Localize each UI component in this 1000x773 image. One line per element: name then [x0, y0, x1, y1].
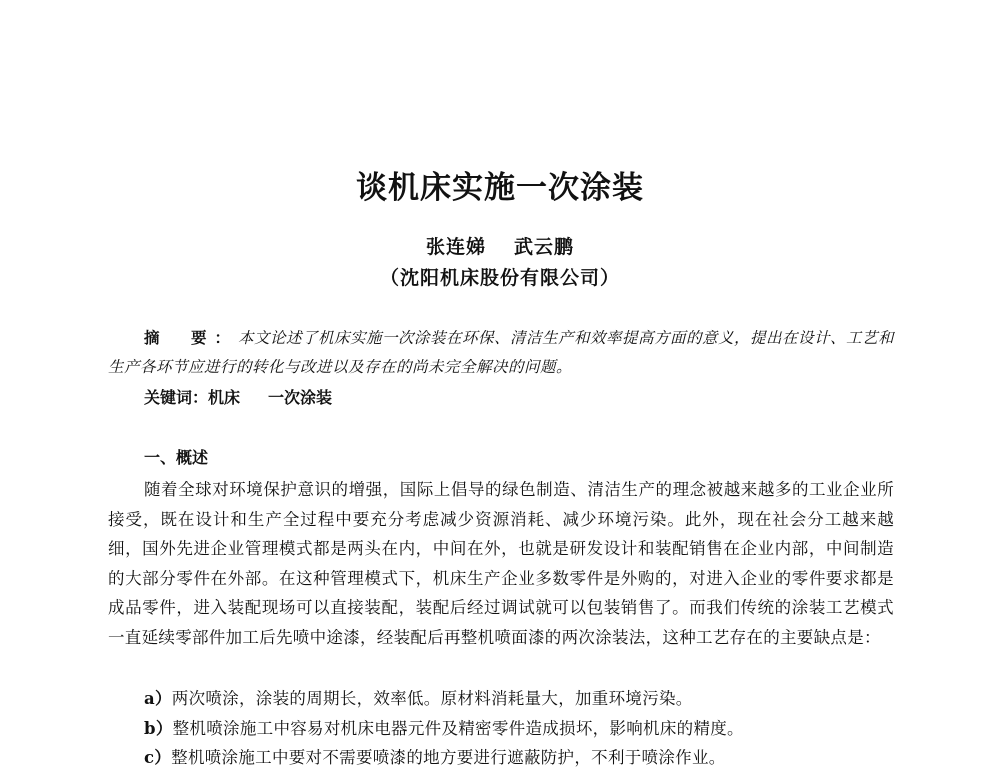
- paper-title: 谈机床实施一次涂装: [356, 170, 644, 206]
- issue-list: [144, 684, 744, 773]
- abstract: [108, 323, 896, 382]
- list-marker: c）: [144, 748, 172, 767]
- list-text: 整机喷涂施工中要对不需要喷漆的地方要进行遮蔽防护，不利于喷涂作业。: [171, 748, 726, 767]
- paper-authors: [0, 232, 1000, 259]
- list-text: 整机喷涂施工中容易对机床电器元件及精密零件造成损坏，影响机床的精度。: [172, 718, 744, 738]
- keyword: 一次涂装: [268, 388, 333, 407]
- author-name: 武云鹏: [514, 236, 575, 258]
- keywords-label: 关键词：: [144, 388, 209, 407]
- abstract-label: 摘 要：: [144, 328, 239, 347]
- keyword: 机床: [208, 388, 241, 407]
- list-marker: b）: [144, 718, 173, 738]
- author-name: 张连娣: [425, 236, 486, 258]
- paper-affiliation: （沈阳机床股份有限公司）: [379, 267, 620, 289]
- section-heading: 一、概述: [144, 448, 209, 467]
- body-paragraph: 随着全球对环境保护意识的增强，国际上倡导的绿色制造、清洁生产的理念被越来越多的工业企业所接受，既在设计和生产全过程中要充分考虑减少资源消耗、减少环境污染。此外，现在社会分工越来越细，国外先进企业管理模式都是两头在内，中间在外，也就是研发设计和装配销售在企业内部，中间制造的大部分零件在外部。在这种管理模式下，机床生产企业多数零件是外购的，对进入企业的零件要求都是成品零件，进入装配现场可以直接装配，装配后经过调试就可以包装销售了。而我们传统的涂装工艺模式一直延续零部件加工后先喷中途漆，经装配后再整机喷面漆的两次涂装法，这种工艺存在的主要缺点是：: [108, 480, 894, 647]
- list-marker: a）: [144, 689, 172, 708]
- abstract-text: 本文论述了机床实施一次涂装在环保、清洁生产和效率提高方面的意义，提出在设计、工艺和生产各环节应进行的转化与改进以及存在的尚未完全解决的问题。: [108, 329, 895, 376]
- list-item: [144, 743, 744, 773]
- list-item: [144, 684, 744, 714]
- keywords: [144, 385, 332, 408]
- list-item: [144, 714, 744, 744]
- list-text: 两次喷涂，涂装的周期长，效率低。原材料消耗量大，加重环境污染。: [171, 689, 693, 708]
